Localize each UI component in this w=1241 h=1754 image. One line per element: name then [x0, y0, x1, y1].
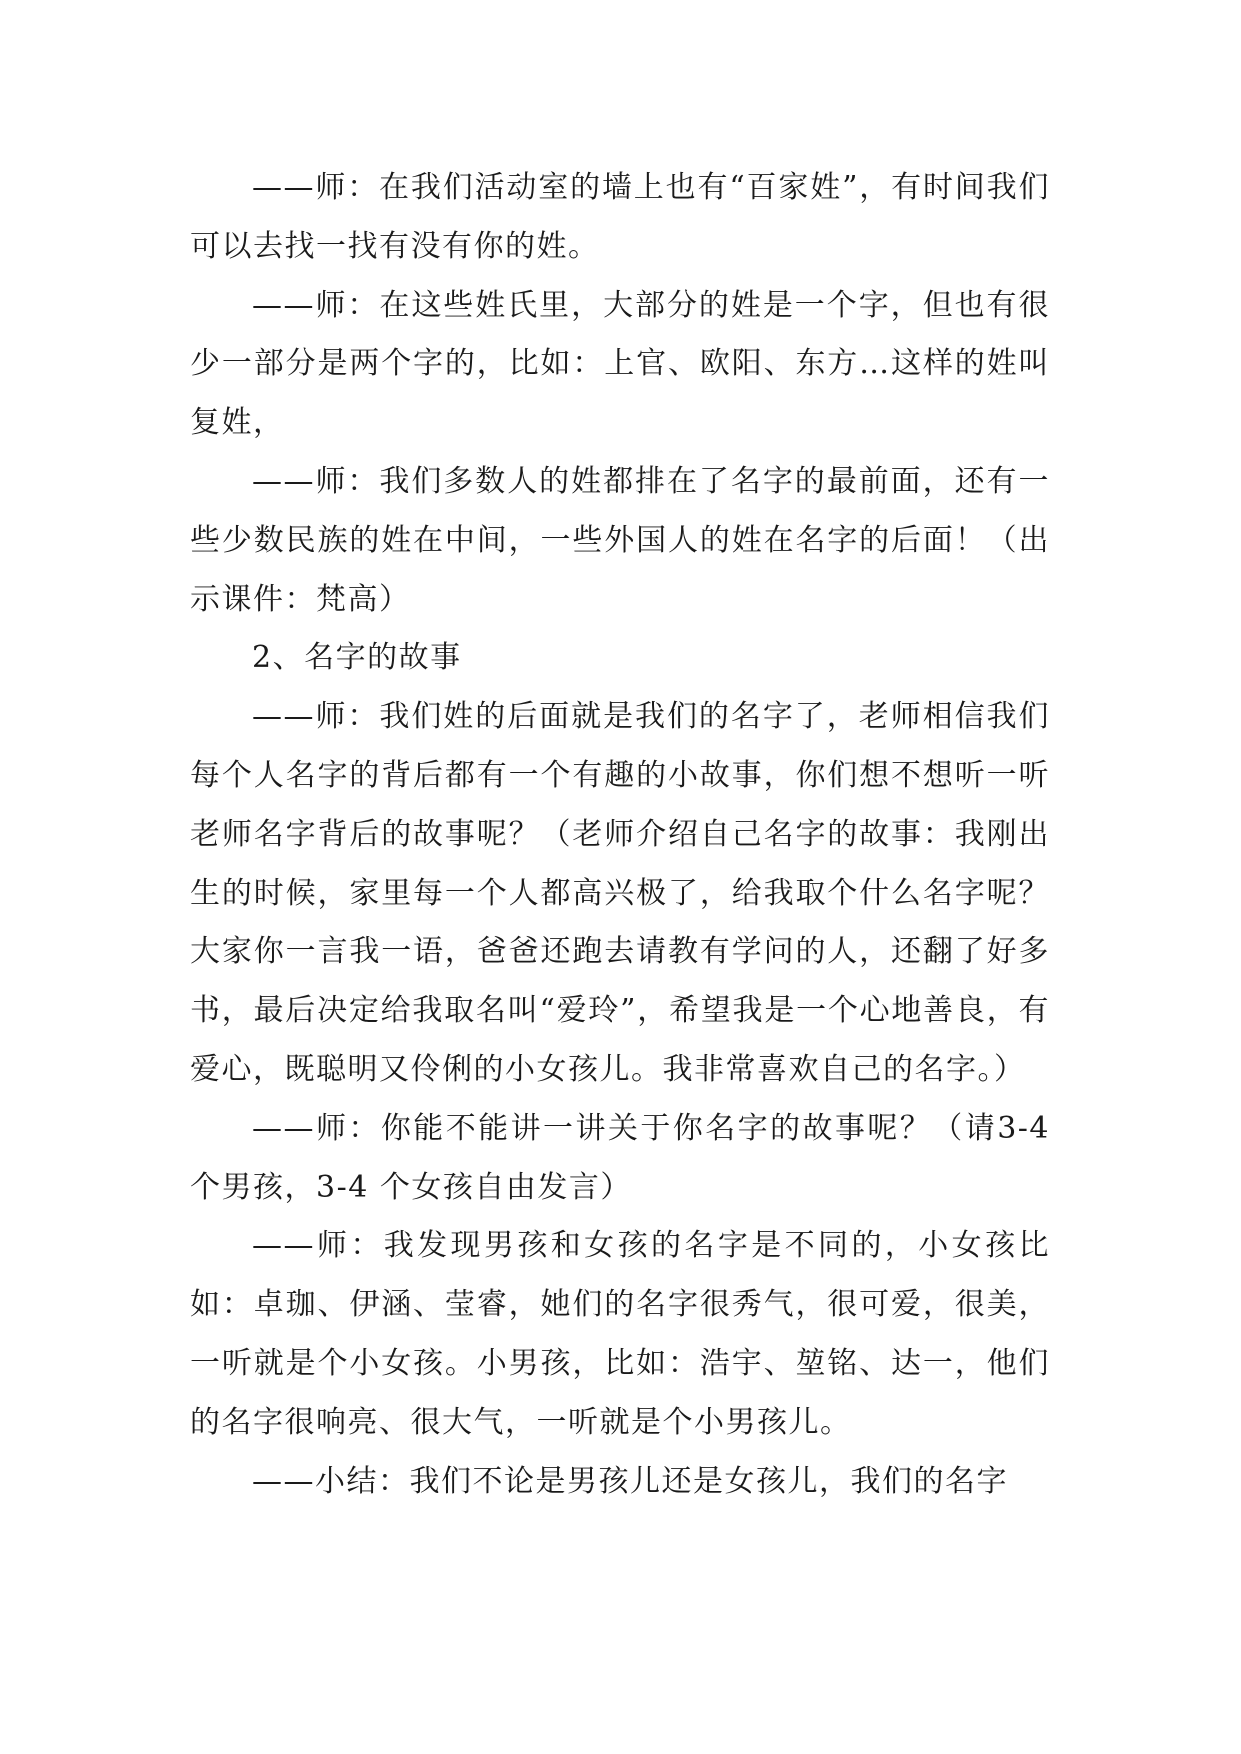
section-heading-name-story: 2、名字的故事 — [252, 640, 462, 676]
paragraph-children-share: ——师：你能不能讲一讲关于你名字的故事呢？（请3-4 个男孩，3-4 个女孩自由发言） — [190, 1110, 1050, 1205]
paragraph-teacher-name-story: ——师：我们姓的后面就是我们的名字了，老师相信我们每个人名字的背后都有一个有趣的小故事，你们想不想听一听老师名字背后的故事呢？（老师介绍自己名字的故事：我刚出生的时候，家里每一个人都高兴极了，给我取个什么名字呢？大家你一言我一语，爸爸还跑去请教有学问的人，还翻了好多书，最后决定给我取名叫“爱玲”，希望我是一个心地善良，有爱心，既聪明又伶俐的小女孩儿。我非常喜欢自己的名字。） — [190, 699, 1051, 1087]
paragraph-summary: ——小结：我们不论是男孩儿还是女孩儿，我们的名字 — [252, 1463, 1008, 1499]
document-body — [190, 159, 1050, 1511]
paragraph-compound-surnames: ——师：在这些姓氏里，大部分的姓是一个字，但也有很少一部分是两个字的，比如：上官、欧阳、东方…这样的姓叫复姓， — [190, 287, 1051, 441]
paragraph-boy-girl-names: ——师：我发现男孩和女孩的名字是不同的，小女孩比如：卓珈、伊涵、莹睿，她们的名字很秀气，很可爱，很美，一听就是个小女孩。小男孩，比如：浩宇、堃铭、达一，他们的名字很响亮、很大气，一听就是个小男孩儿。 — [190, 1228, 1050, 1440]
paragraph-wall-surnames: ——师：在我们活动室的墙上也有“百家姓”，有时间我们可以去找一找有没有你的姓。 — [190, 170, 1050, 264]
paragraph-surname-position: ——师：我们多数人的姓都排在了名字的最前面，还有一些少数民族的姓在中间，一些外国人的姓在名字的后面！（出示课件：梵高） — [190, 463, 1051, 617]
